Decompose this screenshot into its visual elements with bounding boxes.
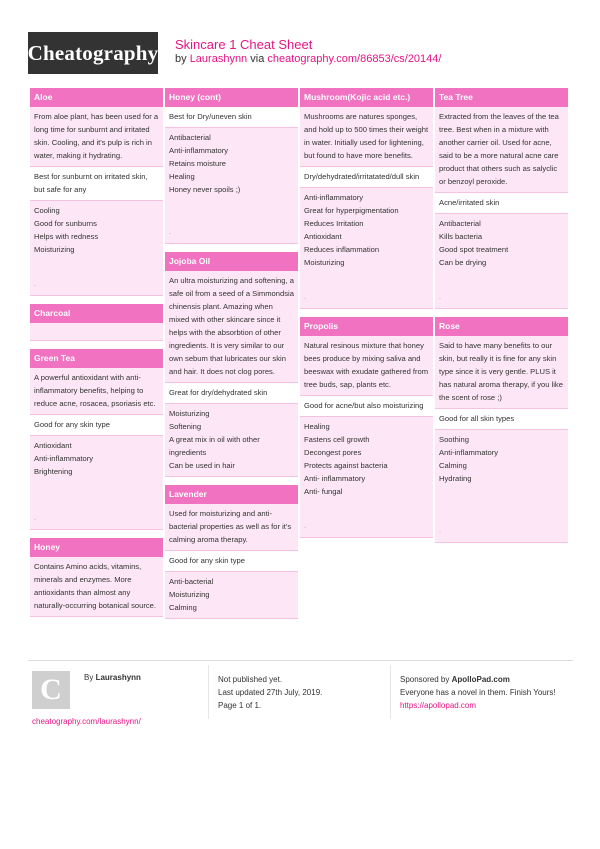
section-charcoal bbox=[30, 304, 163, 341]
sponsor-text: Everyone has a novel in them. Finish Yours! bbox=[400, 688, 556, 697]
section-description: Used for moisturizing and anti-bacterial properties as well as for it's calming aroma therapy. bbox=[165, 504, 298, 551]
benefits-list bbox=[435, 430, 568, 543]
sponsor-link[interactable]: https://apollopad.com bbox=[400, 701, 477, 710]
list-item: Moisturizing bbox=[304, 258, 345, 267]
section-title: Aloe bbox=[30, 88, 163, 107]
section-title: Mushroom(Kojic acid etc.) bbox=[300, 88, 433, 107]
list-item: Softening bbox=[169, 422, 202, 431]
spacer-dot: . bbox=[439, 294, 441, 301]
section-jojoba-oil bbox=[165, 252, 298, 477]
author-avatar[interactable]: C bbox=[32, 671, 70, 709]
benefits-list bbox=[165, 572, 298, 619]
sponsor-info bbox=[400, 673, 565, 712]
footer-byline bbox=[84, 673, 141, 682]
list-item: Can be drying bbox=[439, 258, 487, 267]
footer-by-label: By bbox=[84, 673, 94, 682]
footer bbox=[28, 660, 573, 731]
list-item: Cooling bbox=[34, 206, 60, 215]
last-updated: Last updated 27th July, 2019. bbox=[218, 688, 323, 697]
spacer-dot: . bbox=[34, 281, 36, 288]
section-title: Jojoba Oil bbox=[165, 252, 298, 271]
section-best-for: Good for acne/but also moisturizing bbox=[300, 396, 433, 417]
section-description: An ultra moisturizing and softening, a safe oil from a seed of a Simmondsia chinensis plant. Amazing when mixed with other skincare since it helps with the absorbtion of other ingredients. It is very similar to our own sebum that lubricates our skin and hair. It does not clog pores. bbox=[165, 271, 298, 383]
list-item: Anti-inflammatory bbox=[34, 454, 94, 463]
list-item: Soothing bbox=[439, 435, 469, 444]
sponsor-line bbox=[400, 673, 565, 686]
publish-info bbox=[218, 673, 322, 712]
benefits-list bbox=[30, 201, 163, 296]
list-item: Antibacterial bbox=[439, 219, 481, 228]
column-1 bbox=[30, 88, 163, 625]
list-item: Moisturizing bbox=[34, 245, 75, 254]
list-item: Retains moisture bbox=[169, 159, 226, 168]
list-item: Healing bbox=[169, 172, 195, 181]
section-description: Natural resinous mixture that honey bees produce by mixing saliva and beeswax with exudate gathered from tree buds, sap, plants etc. bbox=[300, 336, 433, 396]
list-item: Helps with redness bbox=[34, 232, 99, 241]
section-description: From aloe plant, has been used for a long time for sunburnt and irritated skin. Cooling, and it's pulp is rich in water, making it hydrating. bbox=[30, 107, 163, 167]
list-item: Moisturizing bbox=[169, 409, 210, 418]
list-item: Protects against bacteria bbox=[304, 461, 388, 470]
section-description: Contains Amino acids, vitamins, minerals and enzymes. More antioxidants than almost any naturally-occurring botanical source. bbox=[30, 557, 163, 617]
list-item: Hydrating bbox=[439, 474, 472, 483]
list-item: Calming bbox=[439, 461, 467, 470]
list-item: Anti-inflammatory bbox=[439, 448, 499, 457]
sponsor-prefix: Sponsored by bbox=[400, 675, 450, 684]
section-description: Mushrooms are natures sponges, and hold up to 500 times their weight in water. Initially used for lightening, but found to have more benefits. bbox=[300, 107, 433, 167]
list-item: Reduces inflammation bbox=[304, 245, 380, 254]
section-title: Charcoal bbox=[30, 304, 163, 323]
header bbox=[0, 0, 600, 90]
page-count: Page 1 of 1. bbox=[218, 701, 262, 710]
section-best-for: Acne/irritated skin bbox=[435, 193, 568, 214]
list-item: Good spot treatment bbox=[439, 245, 509, 254]
list-item: Healing bbox=[304, 422, 330, 431]
section-best-for: Good for any skin type bbox=[165, 551, 298, 572]
byline-by: by bbox=[175, 53, 187, 65]
spacer-dot: . bbox=[304, 523, 306, 530]
list-item: Antioxidant bbox=[34, 441, 72, 450]
footer-author[interactable]: Laurashynn bbox=[95, 673, 141, 682]
section-lavender bbox=[165, 485, 298, 619]
publish-status: Not published yet. bbox=[218, 675, 283, 684]
spacer-dot: . bbox=[304, 294, 306, 301]
list-item: Decongest pores bbox=[304, 448, 362, 457]
list-item: Honey never spoils ;) bbox=[169, 185, 241, 194]
section-title: Honey bbox=[30, 538, 163, 557]
list-item: Good for sunburns bbox=[34, 219, 97, 228]
section-propolis bbox=[300, 317, 433, 538]
section-description: Extracted from the leaves of the tea tree. Best when in a mixture with another carrier oil. Used for acne, said to be a more natural acne care product that others such as salyclic or benzoyl peroxide. bbox=[435, 107, 568, 193]
list-item: Moisturizing bbox=[169, 590, 210, 599]
section-title: Lavender bbox=[165, 485, 298, 504]
section-mushroom bbox=[300, 88, 433, 309]
spacer-dot: . bbox=[169, 229, 171, 236]
author-profile-link[interactable]: cheatography.com/laurashynn/ bbox=[32, 717, 141, 726]
benefits-list bbox=[300, 188, 433, 309]
section-honey bbox=[30, 538, 163, 617]
benefits-list bbox=[165, 404, 298, 477]
list-item: Antioxidant bbox=[304, 232, 342, 241]
sponsor-name[interactable]: ApolloPad.com bbox=[451, 675, 510, 684]
benefits-list bbox=[165, 128, 298, 244]
section-green-tea bbox=[30, 349, 163, 530]
section-description: A powerful antioxidant with anti-inflammatory benefits, helping to reduce acne, rosacea, psoriasis etc. bbox=[30, 368, 163, 415]
list-item: Brightening bbox=[34, 467, 73, 476]
section-best-for: Good for any skin type bbox=[30, 415, 163, 436]
list-item: Anti- fungal bbox=[304, 487, 343, 496]
byline-via: via bbox=[250, 53, 265, 65]
section-best-for: Best for sunburnt on irritated skin, but safe for any bbox=[30, 167, 163, 201]
footer-divider bbox=[208, 665, 209, 719]
section-best-for: Great for dry/dehydrated skin bbox=[165, 383, 298, 404]
section-best-for: Dry/dehydrated/irritatated/dull skin bbox=[300, 167, 433, 188]
benefits-list bbox=[30, 436, 163, 530]
section-best-for: Good for all skin types bbox=[435, 409, 568, 430]
section-title: Tea Tree bbox=[435, 88, 568, 107]
section-aloe bbox=[30, 88, 163, 296]
list-item: A great mix in oil with other ingredients bbox=[169, 435, 260, 457]
section-title: Rose bbox=[435, 317, 568, 336]
column-4 bbox=[435, 88, 568, 551]
list-item: Antibacterial bbox=[169, 133, 211, 142]
list-item: Anti- inflammatory bbox=[304, 474, 366, 483]
section-rose bbox=[435, 317, 568, 543]
author-link[interactable]: Laurashynn bbox=[189, 53, 248, 65]
list-item: Fastens cell growth bbox=[304, 435, 370, 444]
spacer-dot: . bbox=[34, 515, 36, 522]
empty-block bbox=[30, 323, 163, 341]
benefits-list bbox=[435, 214, 568, 309]
section-title: Propolis bbox=[300, 317, 433, 336]
list-item: Kills bacteria bbox=[439, 232, 483, 241]
spacer-dot: . bbox=[439, 528, 441, 535]
section-best-for: Best for Dry/uneven skin bbox=[165, 107, 298, 128]
section-title: Green Tea bbox=[30, 349, 163, 368]
cheatography-logo[interactable]: Cheatography bbox=[28, 32, 158, 74]
list-item: Calming bbox=[169, 603, 197, 612]
list-item: Anti-inflammatory bbox=[304, 193, 364, 202]
page-title: Skincare 1 Cheat Sheet bbox=[175, 37, 313, 52]
list-item: Anti-inflammatory bbox=[169, 146, 229, 155]
column-3 bbox=[300, 88, 433, 546]
section-description: Said to have many benefits to our skin, but really it is fine for any skin type since it is very gentle. PLUS it has natural aroma therapy, if you like the scent of rose ;) bbox=[435, 336, 568, 409]
footer-divider bbox=[390, 665, 391, 719]
list-item: Anti-bacterial bbox=[169, 577, 214, 586]
section-title: Honey (cont) bbox=[165, 88, 298, 107]
benefits-list bbox=[300, 417, 433, 538]
byline bbox=[175, 53, 441, 65]
sheet-url-link[interactable]: cheatography.com/86853/cs/20144/ bbox=[267, 53, 442, 65]
list-item: Reduces Irritation bbox=[304, 219, 364, 228]
section-honey-cont bbox=[165, 88, 298, 244]
list-item: Can be used in hair bbox=[169, 461, 235, 470]
column-2 bbox=[165, 88, 298, 627]
section-tea-tree bbox=[435, 88, 568, 309]
list-item: Great for hyperpigmentation bbox=[304, 206, 399, 215]
